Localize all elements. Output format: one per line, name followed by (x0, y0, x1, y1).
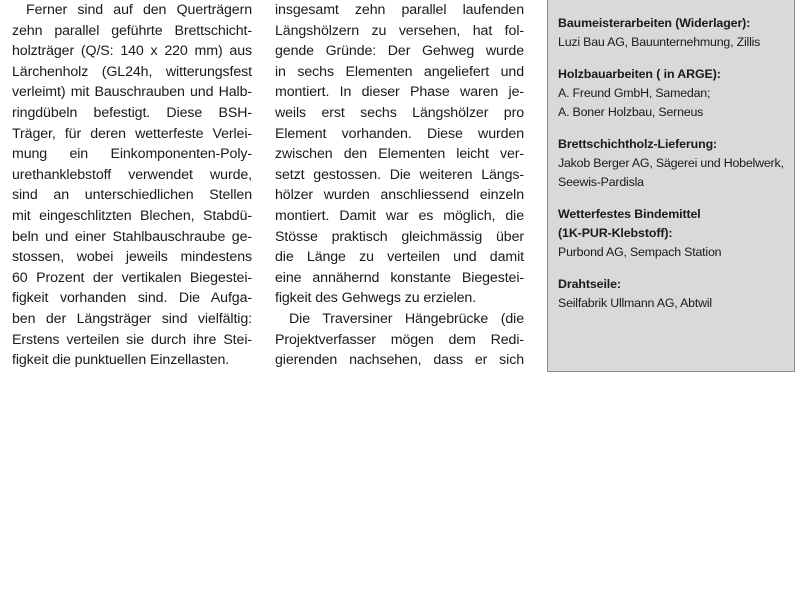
body-column-2 (275, 0, 524, 371)
credit-entry (558, 275, 786, 313)
credit-entry (558, 135, 786, 192)
text-line: gende Gründe: Der Gehweg wurde (275, 43, 524, 60)
credit-entry (558, 14, 786, 52)
text-line: Lärchenholz (GL24h, witterungsfest (12, 63, 252, 80)
text-line: stossen, wobei jeweils mindestens (12, 249, 252, 266)
credit-line: Seilfabrik Ullmann AG, Abtwil (558, 296, 712, 310)
credit-heading: Wetterfestes Bindemittel (558, 207, 701, 221)
text-line: eine annähernd konstante Biegestei- (275, 269, 524, 286)
text-line: setzt gestossen. Die weiteren Längs- (275, 166, 524, 183)
text-line: urethanklebstoff verwendet wurde, (12, 166, 252, 183)
text-line: Träger, für deren wetterfeste Verlei- (12, 125, 252, 142)
text-line: Stösse praktisch gleichmässig über (275, 228, 524, 245)
credit-line: A. Boner Holzbau, Serneus (558, 105, 704, 119)
text-line: 60 Prozent der vertikalen Biegestei- (12, 269, 252, 286)
text-line: in sechs Elementen angeliefert und (275, 63, 524, 80)
credits-sidebar (547, 0, 795, 372)
text-line: Element vorhanden. Diese wurden (275, 125, 524, 142)
text-line: beln und einer Stahlbauschraube ge- (12, 228, 252, 245)
credit-heading: Holzbauarbeiten ( in ARGE): (558, 67, 721, 81)
credit-line: Jakob Berger AG, Sägerei und Hobelwerk, (558, 156, 784, 170)
text-line: montiert. In dieser Phase waren je- (275, 84, 524, 101)
credit-line: A. Freund GmbH, Samedan; (558, 86, 711, 100)
text-line: figkeit die punktuellen Einzellasten. (12, 352, 230, 369)
text-line: verleimt) mit Bauschrauben und Halb- (12, 84, 252, 101)
text-line: Erstens verteilen sie durch ihre Stei- (12, 331, 252, 348)
credit-line: Seewis-Pardisla (558, 175, 644, 189)
body-column-1 (12, 0, 252, 371)
text-line: figkeit des Gehwegs zu erzielen. (275, 290, 477, 307)
text-line: Projektverfasser mögen dem Redi- (275, 331, 524, 348)
text-line: ben der Längsträger sind vielfältig: (12, 310, 252, 327)
text-line: zehn parallel geführte Brettschicht- (12, 22, 252, 39)
text-line: Ferner sind auf den Querträgern (26, 2, 252, 18)
text-line: gierenden nachsehen, dass er sich (275, 352, 524, 369)
credit-heading: (1K-PUR-Klebstoff): (558, 226, 673, 240)
text-line: ringdübeln befestigt. Diese BSH- (12, 104, 252, 121)
text-line: holzträger (Q/S: 140 x 220 mm) aus (12, 43, 252, 60)
text-line: weils erst sechs Längshölzer pro (275, 104, 524, 121)
credit-entry (558, 205, 786, 262)
text-line: sind an unterschiedlichen Stellen (12, 187, 252, 204)
credit-heading: Baumeisterarbeiten (Widerlager): (558, 16, 751, 30)
text-line: hölzer wurden anschliessend einzeln (275, 187, 524, 204)
text-line: zwischen den Elementen leicht ver- (275, 146, 524, 163)
text-line: figkeit vorhanden sind. Die Aufga- (12, 290, 252, 307)
credit-heading: Drahtseile: (558, 277, 621, 291)
credit-entry (558, 65, 786, 122)
credit-heading: Brettschichtholz-Lieferung: (558, 137, 718, 151)
text-line: die Länge zu verteilen und damit (275, 249, 524, 266)
text-line: Längshölzern zu versehen, hat fol- (275, 22, 524, 39)
text-line: mit eingeschlitzten Blechen, Stabdü- (12, 207, 252, 224)
credit-line: Luzi Bau AG, Bauunternehmung, Zillis (558, 35, 761, 49)
credit-line: Purbond AG, Sempach Station (558, 245, 722, 259)
text-line: montiert. Damit war es möglich, die (275, 207, 524, 224)
text-line: insgesamt zehn parallel laufenden (275, 2, 524, 18)
text-line: mung ein Einkomponenten-Poly- (12, 146, 252, 163)
text-line: Die Traversiner Hängebrücke (die (289, 310, 524, 327)
